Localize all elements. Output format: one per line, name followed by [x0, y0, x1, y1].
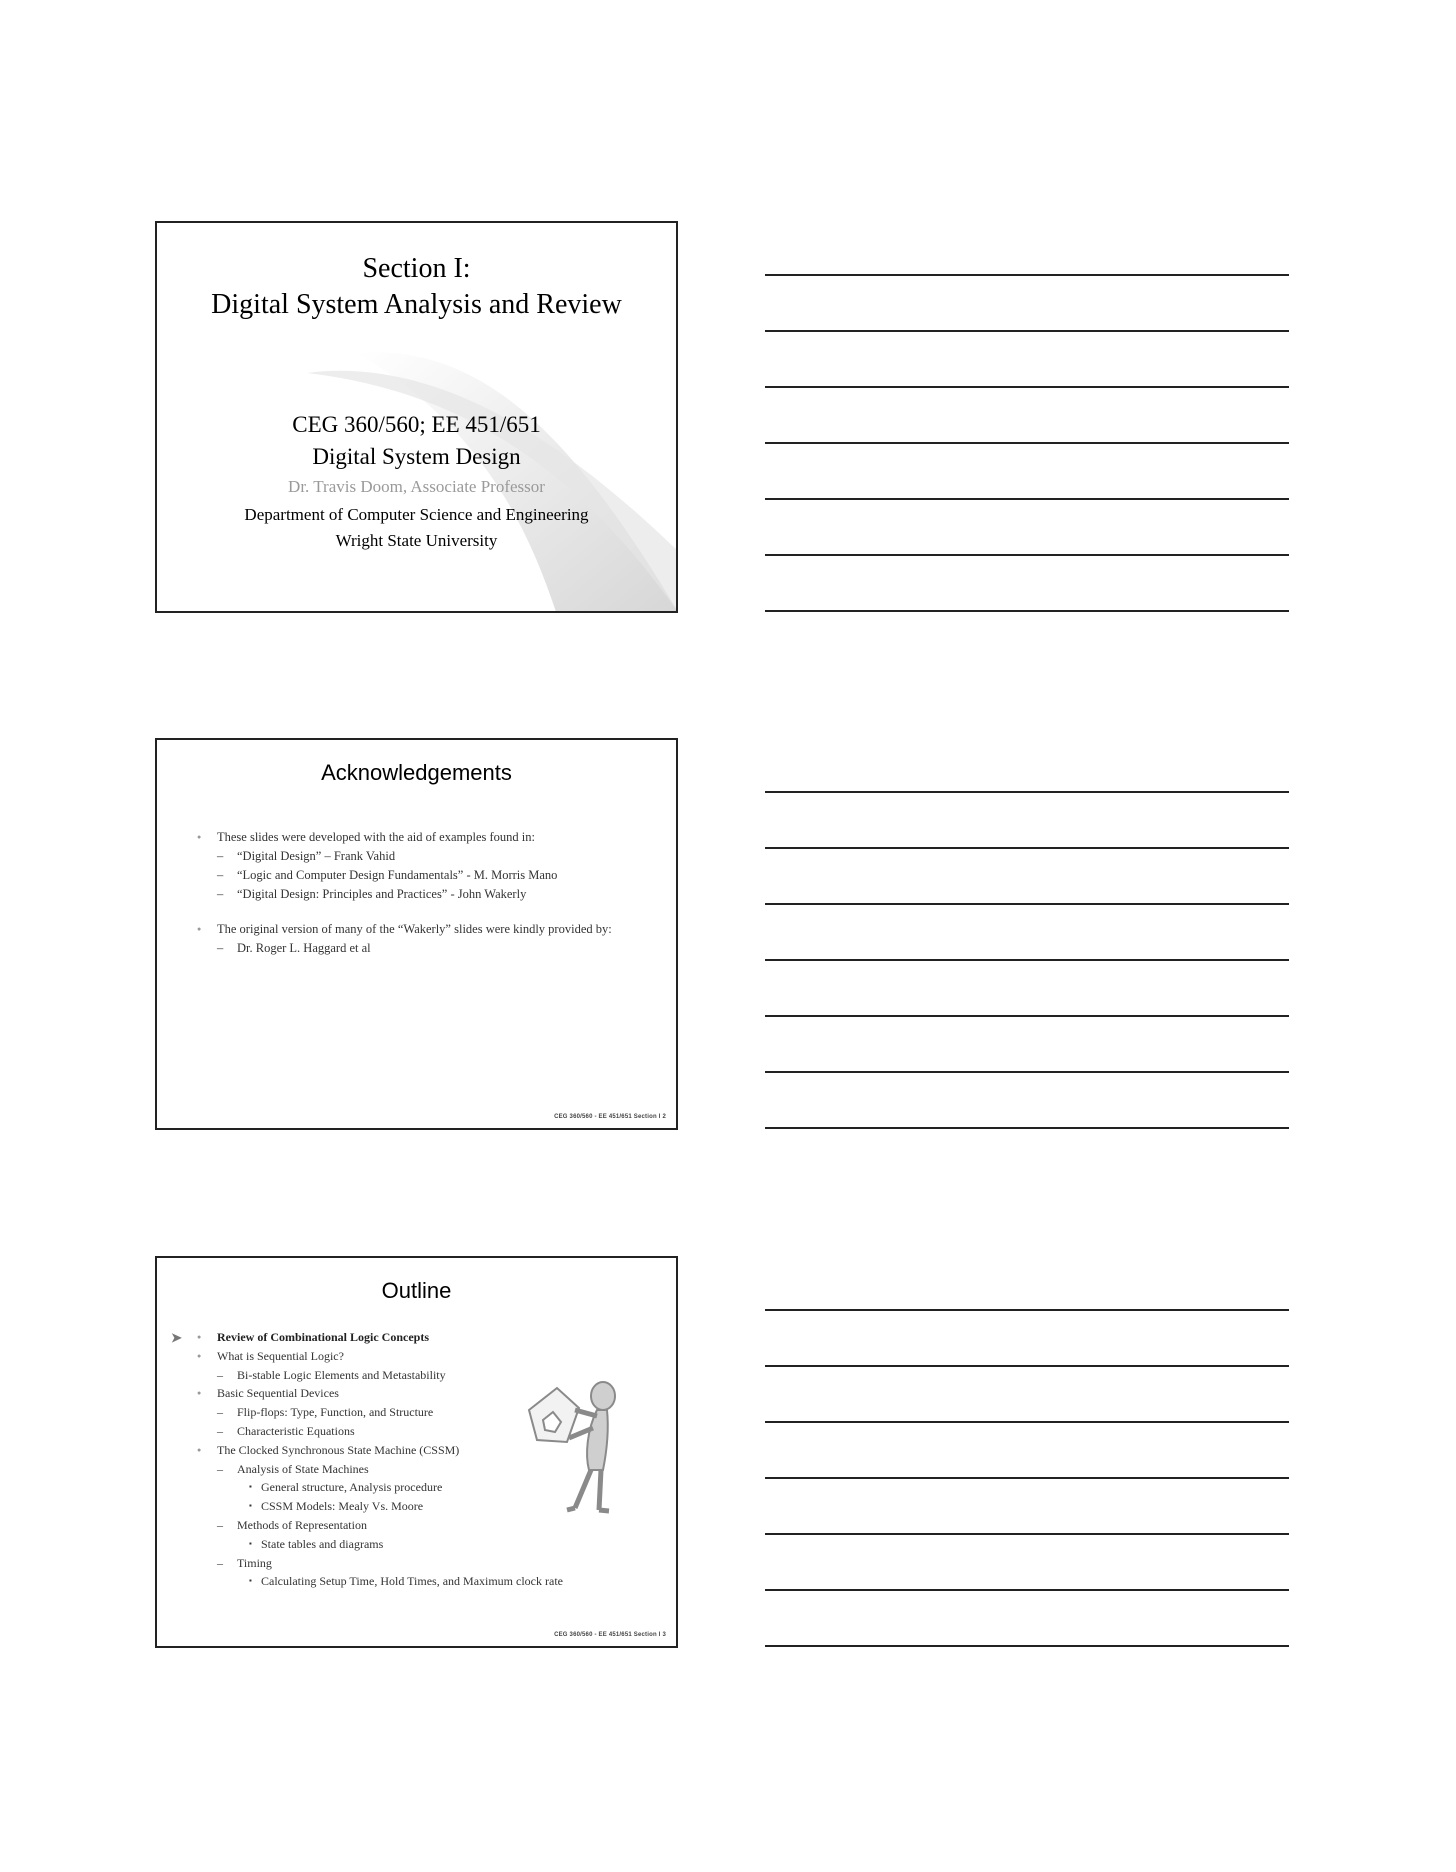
- note-line: [765, 1015, 1289, 1017]
- note-line: [765, 1071, 1289, 1073]
- note-line: [765, 791, 1289, 793]
- stick-figure-icon: [517, 1370, 637, 1520]
- notes-lines-2: [765, 738, 1289, 1130]
- list-item: – “Digital Design” – Frank Vahid: [193, 847, 656, 866]
- list-item: – Analysis of State Machines: [193, 1460, 656, 1479]
- note-line: [765, 1421, 1289, 1423]
- note-line: [765, 1309, 1289, 1311]
- list-item: ▪ CSSM Models: Mealy Vs. Moore: [193, 1497, 656, 1516]
- list-item: ● The original version of many of the “Wakerly” slides were kindly provided by:: [193, 920, 656, 939]
- note-line: [765, 1365, 1289, 1367]
- list-item: ▪ General structure, Analysis procedure: [193, 1478, 656, 1497]
- list-item: ▪ Calculating Setup Time, Hold Times, and Maximum clock rate: [193, 1572, 656, 1591]
- list-item: – Bi-stable Logic Elements and Metastability: [193, 1366, 656, 1385]
- slide-3-title: Outline: [381, 1278, 452, 1303]
- note-line: [765, 903, 1289, 905]
- author-name: Dr. Travis Doom, Associate Professor: [288, 477, 545, 496]
- arrow-right-icon: ● ➤: [171, 1330, 182, 1345]
- list-item: ▪ State tables and diagrams: [193, 1535, 656, 1554]
- bullet-list: [193, 828, 656, 958]
- note-line: [765, 1477, 1289, 1479]
- note-line: [765, 610, 1289, 612]
- list-item: [171, 1328, 656, 1347]
- note-line: [765, 1127, 1289, 1129]
- slide-2-title: Acknowledgements: [321, 760, 512, 785]
- slide-footer: CEG 360/560 - EE 451/651 Section I 3: [554, 1632, 666, 1638]
- note-line: [765, 442, 1289, 444]
- note-line: [765, 554, 1289, 556]
- list-item: – “Logic and Computer Design Fundamentals” - M. Morris Mano: [193, 866, 656, 885]
- note-line: [765, 1533, 1289, 1535]
- note-line: [765, 330, 1289, 332]
- slide-footer: CEG 360/560 - EE 451/651 Section I 2: [554, 1114, 666, 1120]
- note-line: [765, 274, 1289, 276]
- note-line: [765, 498, 1289, 500]
- note-line: [765, 1589, 1289, 1591]
- list-item: – “Digital Design: Principles and Practices” - John Wakerly: [193, 885, 656, 904]
- department-name: Department of Computer Science and Engineering Wright State University: [244, 505, 589, 550]
- slide-title: [155, 221, 678, 613]
- notes-lines-3: [765, 1256, 1289, 1648]
- list-item: ● What is Sequential Logic?: [193, 1347, 656, 1366]
- list-item: – Timing: [193, 1554, 656, 1573]
- slide-1-title: [157, 251, 676, 323]
- list-item: ● Basic Sequential Devices: [193, 1384, 656, 1403]
- list-item: ● The Clocked Synchronous State Machine (CSSM): [193, 1441, 656, 1460]
- course-name: CEG 360/560; EE 451/651 Digital System Design: [292, 412, 541, 469]
- list-item: – Flip-flops: Type, Function, and Structure: [193, 1403, 656, 1422]
- list-item: – Dr. Roger L. Haggard et al: [193, 939, 656, 958]
- list-item: – Characteristic Equations: [193, 1422, 656, 1441]
- note-line: [765, 386, 1289, 388]
- slide-acknowledgements: [155, 738, 678, 1130]
- notes-lines-1: [765, 221, 1289, 613]
- slide-outline: [155, 1256, 678, 1648]
- list-item: – Methods of Representation: [193, 1516, 656, 1535]
- title-line: Section I: Digital System Analysis and Review: [211, 253, 622, 320]
- note-line: [765, 959, 1289, 961]
- note-line: [765, 1645, 1289, 1647]
- note-line: [765, 847, 1289, 849]
- list-item: ● These slides were developed with the aid of examples found in:: [193, 828, 656, 847]
- list-item-text: Review of Combinational Logic Concepts: [217, 1330, 429, 1344]
